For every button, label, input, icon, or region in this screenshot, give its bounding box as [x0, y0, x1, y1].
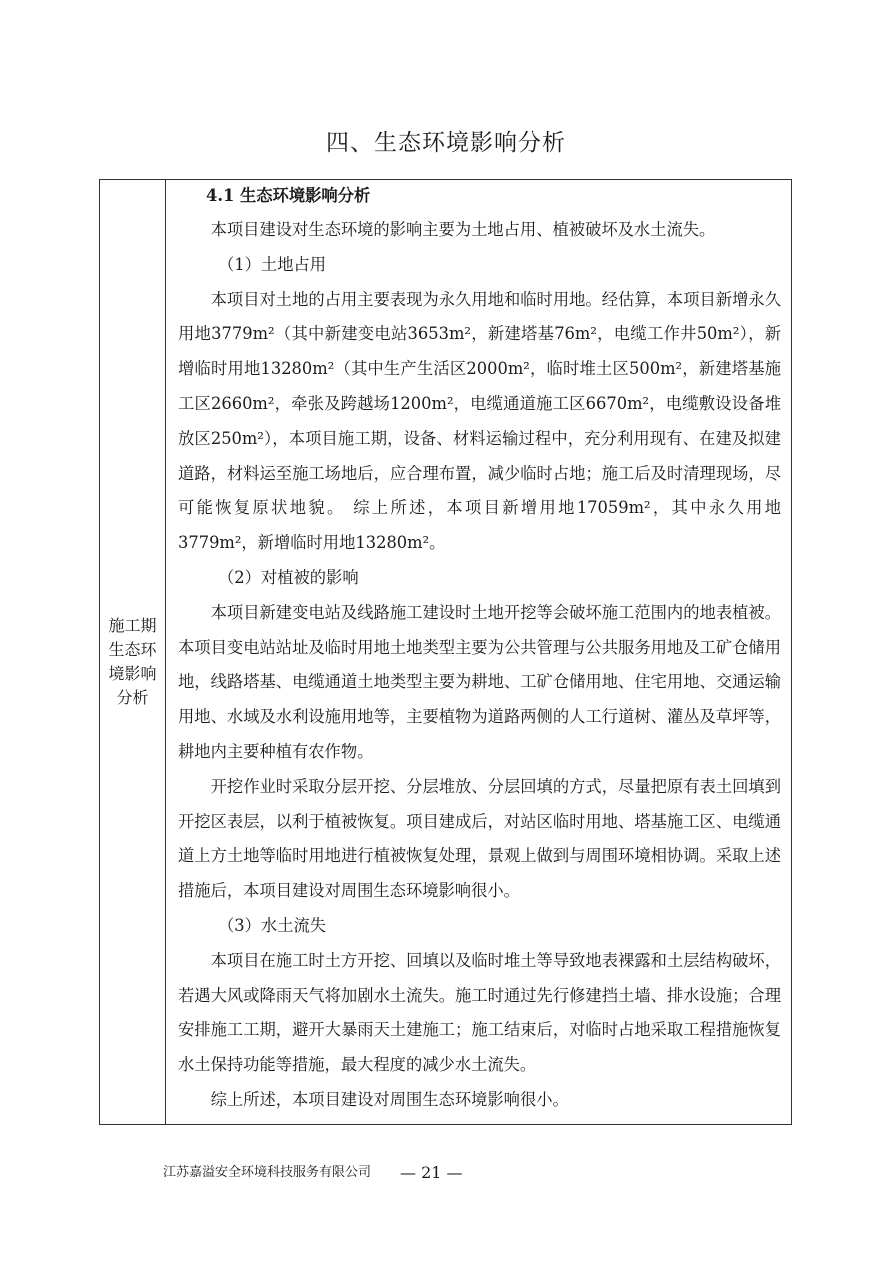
- subsection-title-land: （1）土地占用: [218, 254, 327, 274]
- side-label-cell: [100, 180, 166, 1124]
- conclusion-paragraph: 综上所述，本项目建设对周围生态环境影响很小。: [210, 1089, 569, 1109]
- vegetation-paragraph-1: 本项目新建变电站及线路施工建设时土地开挖等会破坏施工范围内的地表植被。本项目变电站站址及临时用地土地类型主要为公共管理与公共服务用地及工矿仓储用地，线路塔基、电缆通道土地类型主要为耕地、工矿仓储用地、住宅用地、交通运输用地、水域及水利设施用地等，主要植物为道路两侧的人工行道树、灌丛及草坪等，耕地内主要种植有农作物。: [178, 602, 781, 761]
- side-label: 施工期生态环境影响分析: [108, 616, 157, 707]
- page-title: 四、生态环境影响分析: [326, 130, 566, 156]
- section-title: 4.1 生态环境影响分析: [206, 186, 371, 205]
- page-number: — 21 —: [400, 1163, 463, 1182]
- vegetation-paragraph-2: 开挖作业时采取分层开挖、分层堆放、分层回填的方式，尽量把原有表土回填到开挖区表层，以利于植被恢复。项目建成后，对站区临时用地、塔基施工区、电缆通道上方土地等临时用地进行植被恢复处理，景观上做到与周围环境相协调。采取上述措施后，本项目建设对周围生态环境影响很小。: [178, 776, 781, 901]
- intro-paragraph: 本项目建设对生态环境的影响主要为土地占用、植被破坏及水土流失。: [210, 220, 716, 239]
- footer-company: 江苏嘉溢安全环境科技服务有限公司: [163, 1165, 372, 1180]
- content-table: [99, 179, 792, 1125]
- land-use-paragraph: 本项目对土地的占用主要表现为永久用地和临时用地。经估算，本项目新增永久用地3779m²（其中新建变电站3653m²，新建塔基76m²，电缆工作井50m²），新增临时用地13280m²（其中生产生活区2000m²，临时堆土区500m²，新建塔基施工区2660m²，牵张及跨越场1200m²，电缆通道施工区6670m²，电缆敷设设备堆放区250m²），本项目施工期，设备、材料运输过程中，充分利用现有、在建及拟建道路，材料运至施工场地后，应合理布置，减少临时占地；施工后及时清理现场，尽可能恢复原状地貌。 综上所述，本项目新增用地17059m²，其中永久用地3779m²，新增临时用地13280m²。: [178, 289, 781, 553]
- subsection-title-vegetation: （2）对植被的影响: [218, 567, 359, 587]
- subsection-title-soil: （3）水土流失: [218, 915, 327, 935]
- content-cell: [166, 180, 791, 1124]
- soil-erosion-paragraph: 本项目在施工时土方开挖、回填以及临时堆土等导致地表裸露和土层结构破坏，若遇大风或降雨天气将加剧水土流失。施工时通过先行修建挡土墙、排水设施；合理安排施工工期，避开大暴雨天土建施工；施工结束后，对临时占地采取工程措施恢复水土保持功能等措施，最大程度的减少水土流失。: [178, 950, 781, 1075]
